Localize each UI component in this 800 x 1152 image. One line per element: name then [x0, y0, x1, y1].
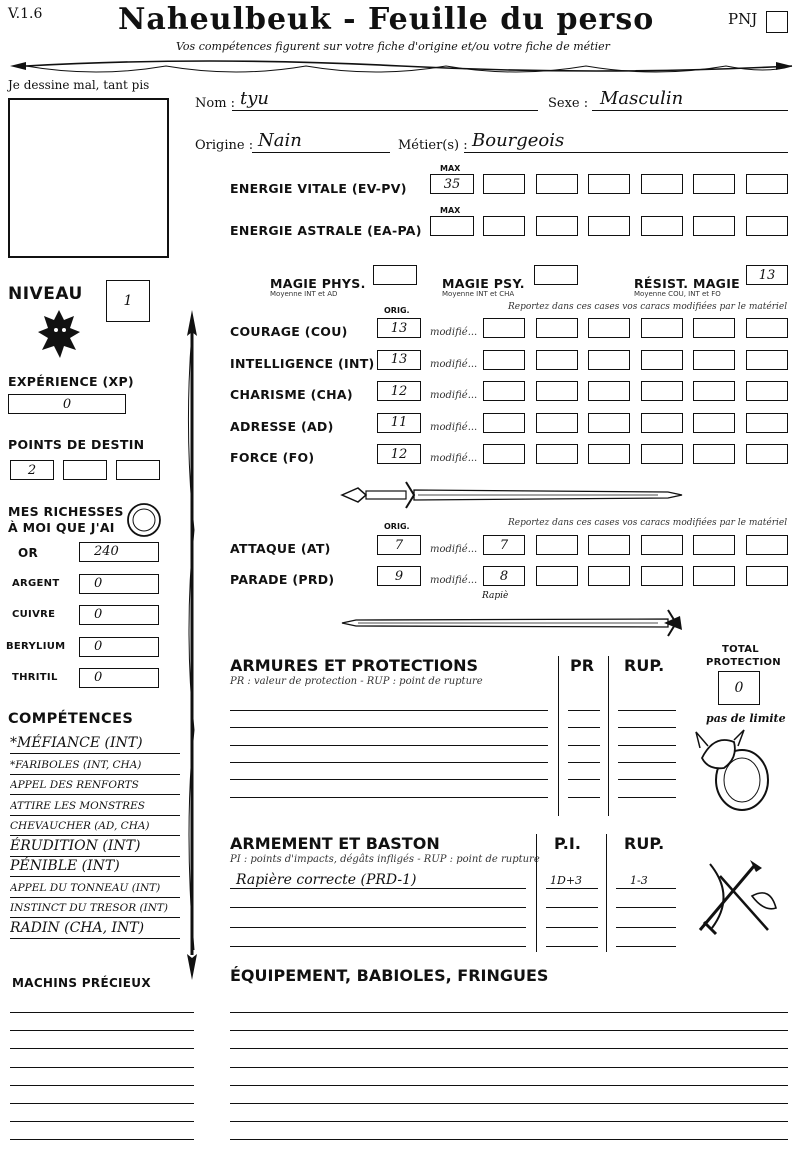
stat-mod-box[interactable] — [483, 318, 525, 338]
skill-item[interactable]: PÉNIBLE (INT) — [10, 857, 180, 877]
stat-mod-box[interactable] — [641, 350, 683, 370]
magie-phys-sub: Moyenne INT et AD — [270, 290, 338, 298]
ev-box-2[interactable] — [536, 174, 578, 194]
stat-mod-box[interactable] — [746, 381, 788, 401]
armor-rup-line[interactable] — [618, 710, 676, 711]
skill-item[interactable]: ATTIRE LES MONSTRES — [10, 796, 180, 816]
weapon-rup-line[interactable] — [616, 946, 676, 947]
weapons-divider-2 — [606, 834, 607, 952]
ev-max-box[interactable]: 35 — [430, 174, 474, 194]
wealth-label: CUIVRE — [12, 609, 56, 620]
weapon-name-line[interactable] — [230, 888, 526, 889]
combat-mod-box[interactable] — [536, 535, 578, 555]
ea-box-6[interactable] — [746, 216, 788, 236]
total-protection-box[interactable]: 0 — [718, 671, 760, 705]
ea-box-3[interactable] — [588, 216, 630, 236]
stat-modified-label: modifié... — [430, 421, 478, 433]
pnj-checkbox[interactable] — [766, 11, 788, 33]
stat-mod-box[interactable] — [693, 381, 735, 401]
ea-box-5[interactable] — [693, 216, 735, 236]
ev-box-3[interactable] — [588, 174, 630, 194]
stat-modified-label: modifié... — [430, 358, 478, 370]
weapons-col-pi: P.I. — [554, 834, 581, 853]
stat-mod-box[interactable] — [483, 350, 525, 370]
equipment-line[interactable] — [230, 1139, 788, 1140]
magie-phys-box[interactable] — [373, 265, 417, 285]
stat-mod-box[interactable] — [588, 381, 630, 401]
stat-mod-box[interactable] — [641, 413, 683, 433]
stat-orig-box[interactable]: 12 — [377, 444, 421, 464]
stat-mod-box[interactable] — [483, 444, 525, 464]
sexe-value[interactable]: Masculin — [600, 88, 684, 109]
armor-pr-line[interactable] — [568, 710, 600, 711]
magie-psy-sub: Moyenne INT et CHA — [442, 290, 515, 298]
precious-line[interactable] — [10, 1139, 194, 1140]
armures-sub: PR : valeur de protection - RUP : point de rupture — [230, 676, 483, 687]
ev-box-4[interactable] — [641, 174, 683, 194]
origine-value[interactable]: Nain — [258, 130, 302, 151]
stat-mod-box[interactable] — [588, 444, 630, 464]
stat-orig-box[interactable]: 13 — [377, 350, 421, 370]
pnj-label: PNJ — [728, 10, 758, 28]
limit-note: pas de limite — [706, 712, 786, 725]
sexe-line — [592, 110, 788, 111]
weapons-icon — [690, 856, 780, 936]
weapon-rup-line[interactable] — [616, 927, 676, 928]
combat-mod-box[interactable] — [746, 535, 788, 555]
spear-divider — [182, 310, 202, 980]
stat-mod-box[interactable] — [746, 413, 788, 433]
coin-icon — [126, 502, 162, 538]
magie-phys-label: MAGIE PHYS. — [270, 276, 366, 291]
precious-line[interactable] — [10, 1012, 194, 1013]
equipment-line[interactable] — [230, 1067, 788, 1068]
wealth-box[interactable]: 0 — [79, 668, 159, 688]
ea-max-box[interactable] — [430, 216, 474, 236]
ev-max-label: MAX — [440, 164, 461, 173]
niveau-box[interactable]: 1 — [106, 280, 150, 322]
niveau-label: NIVEAU — [8, 284, 83, 304]
ev-box-5[interactable] — [693, 174, 735, 194]
stat-modified-label: modifié... — [430, 453, 478, 464]
richesses-label-1: MES RICHESSES — [8, 504, 124, 519]
ea-box-4[interactable] — [641, 216, 683, 236]
skill-item[interactable]: APPEL DU TONNEAU (INT) — [10, 878, 180, 898]
skill-item[interactable]: APPEL DES RENFORTS — [10, 775, 180, 795]
destin-box-3[interactable] — [116, 460, 160, 480]
destin-box-2[interactable] — [63, 460, 107, 480]
stat-label: ADRESSE (AD) — [230, 418, 334, 434]
stat-mod-box[interactable] — [536, 444, 578, 464]
ea-label: ENERGIE ASTRALE (EA-PA) — [230, 223, 422, 238]
wealth-box[interactable]: 0 — [79, 605, 159, 625]
origine-label: Origine : — [195, 138, 254, 153]
stat-mod-box[interactable] — [588, 413, 630, 433]
resist-magie-sub: Moyenne COU, INT et FO — [634, 290, 721, 298]
sword-icon-1 — [338, 480, 684, 510]
nom-value[interactable]: tyu — [240, 88, 269, 109]
page-title: Naheulbeuk - Feuille du perso — [118, 2, 655, 37]
stat-modified-label: modifié... — [430, 327, 478, 338]
skill-item[interactable]: *MÉFIANCE (INT) — [10, 734, 180, 754]
total-protection-label-1: TOTAL — [722, 644, 759, 655]
wealth-box[interactable]: 0 — [79, 574, 159, 594]
stat-orig-box[interactable]: 11 — [377, 413, 421, 433]
weapon-pi-line[interactable] — [546, 946, 598, 947]
machins-precieux-label: MACHINS PRÉCIEUX — [12, 976, 151, 990]
combat-mod-box[interactable] — [746, 566, 788, 586]
equipement-title: ÉQUIPEMENT, BABIOLES, FRINGUES — [230, 966, 549, 985]
weapon-rup[interactable]: 1-3 — [630, 874, 648, 887]
stat-mod-box[interactable] — [536, 350, 578, 370]
armor-rup-line[interactable] — [618, 797, 676, 798]
weapon-pi[interactable]: 1D+3 — [550, 874, 583, 887]
stats-orig-label: ORIG. — [384, 306, 410, 315]
helmet-shield-icon — [694, 728, 780, 814]
stat-label: INTELLIGENCE (INT) — [230, 355, 375, 371]
stat-label: COURAGE (COU) — [230, 324, 348, 339]
armor-pr-line[interactable] — [568, 762, 600, 763]
precious-line[interactable] — [10, 1067, 194, 1068]
weapons-col-rup: RUP. — [624, 834, 665, 853]
stat-mod-box[interactable] — [483, 413, 525, 433]
weapon-rup-line[interactable] — [616, 907, 676, 908]
wealth-label: ARGENT — [12, 577, 60, 589]
destin-label: POINTS DE DESTIN — [8, 437, 145, 452]
armor-pr-line[interactable] — [568, 727, 600, 728]
equipment-line[interactable] — [230, 1048, 788, 1049]
armor-col-rup: RUP. — [624, 656, 665, 675]
weapon-name[interactable]: Rapière correcte (PRD-1) — [236, 872, 417, 888]
stat-label: CHARISME (CHA) — [230, 387, 353, 402]
magie-psy-label: MAGIE PSY. — [442, 276, 525, 291]
skill-item[interactable]: RADIN (CHA, INT) — [10, 919, 180, 939]
armor-pr-line[interactable] — [568, 745, 600, 746]
weapons-divider-1 — [536, 834, 537, 952]
combat-label: PARADE (PRD) — [230, 572, 335, 587]
equipment-line[interactable] — [230, 1085, 788, 1086]
stat-mod-box[interactable] — [588, 350, 630, 370]
stat-mod-box[interactable] — [641, 318, 683, 338]
combat-mod-box[interactable] — [536, 566, 578, 586]
stat-mod-box[interactable] — [693, 318, 735, 338]
ev-box-6[interactable] — [746, 174, 788, 194]
combat-mod-box[interactable]: 8 — [483, 566, 525, 586]
equipment-line[interactable] — [230, 1121, 788, 1122]
armor-rup-line[interactable] — [618, 762, 676, 763]
precious-line[interactable] — [10, 1085, 194, 1086]
wealth-label: OR — [18, 546, 39, 560]
portrait-box[interactable] — [8, 98, 169, 258]
armor-rup-line[interactable] — [618, 779, 676, 780]
richesses-label-2: À MOI QUE J'AI — [8, 520, 115, 535]
equipment-line[interactable] — [230, 1012, 788, 1013]
combat-orig-box[interactable]: 9 — [377, 566, 421, 586]
combat-mod-box[interactable]: 7 — [483, 535, 525, 555]
destin-box-1[interactable]: 2 — [10, 460, 54, 480]
weapon-name-line[interactable] — [230, 946, 526, 947]
nom-line — [232, 110, 538, 111]
resist-magie-box[interactable]: 13 — [746, 265, 788, 285]
skill-item[interactable]: INSTINCT DU TRESOR (INT) — [10, 898, 180, 918]
sexe-label: Sexe : — [548, 96, 589, 111]
sword-icon-2 — [338, 608, 684, 638]
precious-line[interactable] — [10, 1030, 194, 1031]
wealth-box[interactable]: 240 — [79, 542, 159, 562]
skill-item[interactable]: *FARIBOLES (INT, CHA) — [10, 755, 180, 775]
stat-mod-box[interactable] — [536, 413, 578, 433]
total-protection-label-2: PROTECTION — [706, 657, 781, 668]
skill-item[interactable]: ÉRUDITION (INT) — [10, 837, 180, 857]
stat-mod-box[interactable] — [746, 318, 788, 338]
combat-note: Reportez dans ces cases vos caracs modifiées par le matériel — [508, 518, 788, 528]
ea-box-1[interactable] — [483, 216, 525, 236]
combat-mod-box[interactable] — [588, 566, 630, 586]
ea-max-label: MAX — [440, 206, 461, 215]
weapon-pi-line[interactable] — [546, 907, 598, 908]
armement-title: ARMEMENT ET BASTON — [230, 834, 440, 853]
weapon-name-line[interactable] — [230, 907, 526, 908]
combat-mod-box[interactable] — [641, 535, 683, 555]
stat-label: FORCE (FO) — [230, 450, 315, 465]
armor-rup-line[interactable] — [618, 727, 676, 728]
page-subtitle: Vos compétences figurent sur votre fiche d'origine et/ou votre fiche de métier — [176, 40, 610, 53]
stat-mod-box[interactable] — [746, 444, 788, 464]
armor-name-line[interactable] — [230, 779, 548, 780]
combat-mod-note: Rapiè — [482, 591, 509, 601]
armor-name-line[interactable] — [230, 727, 548, 728]
origine-line — [252, 152, 390, 153]
wealth-box[interactable]: 0 — [79, 637, 159, 657]
combat-mod-box[interactable] — [588, 535, 630, 555]
weapon-rup-line[interactable] — [616, 888, 676, 889]
armor-pr-line[interactable] — [568, 779, 600, 780]
armor-divider-2 — [608, 656, 609, 816]
equipment-line[interactable] — [230, 1030, 788, 1031]
armor-name-line[interactable] — [230, 745, 548, 746]
stat-mod-box[interactable] — [641, 444, 683, 464]
equipment-line[interactable] — [230, 1103, 788, 1104]
skill-item[interactable]: CHEVAUCHER (AD, CHA) — [10, 816, 180, 836]
stat-mod-box[interactable] — [536, 381, 578, 401]
metier-line — [464, 152, 788, 153]
armor-name-line[interactable] — [230, 797, 548, 798]
armures-title: ARMURES ET PROTECTIONS — [230, 656, 478, 675]
magie-psy-box[interactable] — [534, 265, 578, 285]
armor-rup-line[interactable] — [618, 745, 676, 746]
stat-mod-box[interactable] — [641, 381, 683, 401]
weapon-pi-line[interactable] — [546, 888, 598, 889]
weapon-name-line[interactable] — [230, 927, 526, 928]
precious-line[interactable] — [10, 1103, 194, 1104]
dragon-icon — [34, 306, 84, 362]
stat-mod-box[interactable] — [536, 318, 578, 338]
precious-line[interactable] — [10, 1121, 194, 1122]
armement-sub: PI : points d'impacts, dégâts infligés - RUP : point de rupture — [230, 854, 540, 865]
metier-label: Métier(s) : — [398, 138, 468, 153]
combat-orig-label: ORIG. — [384, 522, 410, 531]
combat-modified-label: modifié... — [430, 544, 478, 555]
ea-box-2[interactable] — [536, 216, 578, 236]
armor-name-line[interactable] — [230, 762, 548, 763]
metier-value[interactable]: Bourgeois — [472, 130, 565, 151]
stats-note: Reportez dans ces cases vos caracs modifiées par le matériel — [508, 302, 788, 312]
competences-label: COMPÉTENCES — [8, 711, 134, 727]
xp-box[interactable]: 0 — [8, 394, 126, 414]
wealth-label: BERYLIUM — [6, 640, 66, 652]
armor-name-line[interactable] — [230, 710, 548, 711]
combat-mod-box[interactable] — [641, 566, 683, 586]
stat-modified-label: modifié... — [430, 390, 478, 401]
ev-box-1[interactable] — [483, 174, 525, 194]
ornament-vine — [6, 54, 796, 80]
resist-magie-label: RÉSIST. MAGIE — [634, 276, 741, 291]
version-label: V.1.6 — [8, 6, 43, 22]
stat-mod-box[interactable] — [746, 350, 788, 370]
armor-divider-1 — [558, 656, 559, 816]
portrait-caption: Je dessine mal, tant pis — [8, 78, 150, 92]
stat-mod-box[interactable] — [588, 318, 630, 338]
stat-mod-box[interactable] — [693, 413, 735, 433]
combat-mod-box[interactable] — [693, 535, 735, 555]
stat-mod-box[interactable] — [693, 350, 735, 370]
combat-mod-box[interactable] — [693, 566, 735, 586]
nom-label: Nom : — [195, 96, 236, 111]
combat-modified-label: modifié... — [430, 575, 478, 586]
ev-label: ENERGIE VITALE (EV-PV) — [230, 181, 407, 196]
armor-col-pr: PR — [570, 656, 595, 675]
armor-pr-line[interactable] — [568, 797, 600, 798]
stat-mod-box[interactable] — [693, 444, 735, 464]
precious-line[interactable] — [10, 1048, 194, 1049]
stat-orig-box[interactable]: 12 — [377, 381, 421, 401]
stat-orig-box[interactable]: 13 — [377, 318, 421, 338]
xp-label: EXPÉRIENCE (XP) — [8, 374, 134, 389]
combat-label: ATTAQUE (AT) — [230, 541, 331, 556]
wealth-label: THRITIL — [12, 672, 58, 683]
combat-orig-box[interactable]: 7 — [377, 535, 421, 555]
stat-mod-box[interactable] — [483, 381, 525, 401]
weapon-pi-line[interactable] — [546, 927, 598, 928]
